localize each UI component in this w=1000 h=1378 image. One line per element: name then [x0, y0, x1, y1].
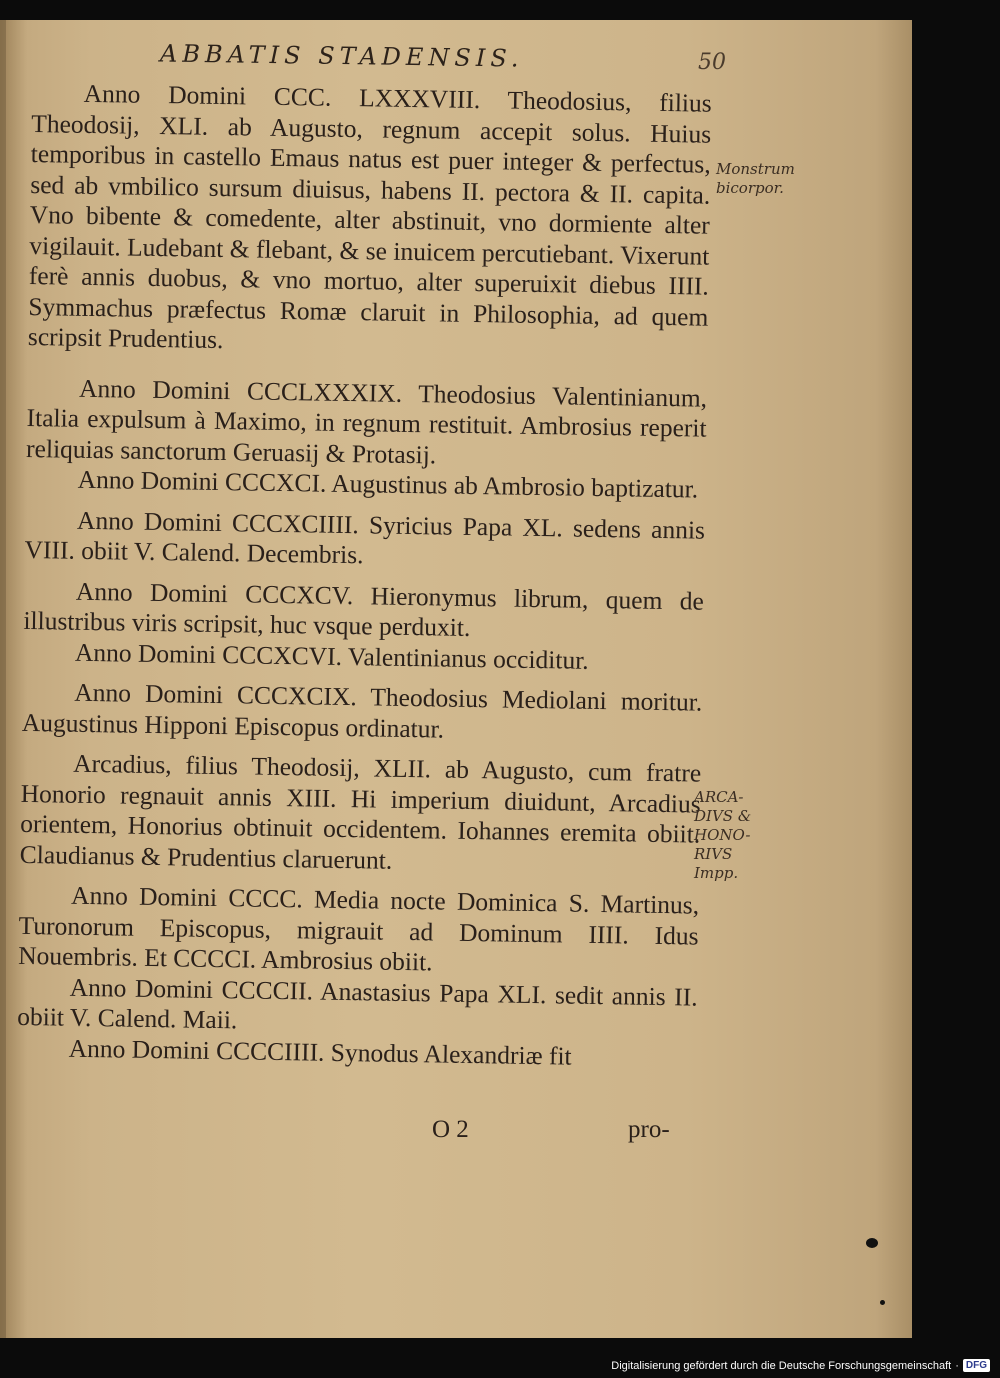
- paragraph-6: Anno Domini CCCXCVI. Valentinianus occiditur.: [74, 637, 589, 675]
- paragraph-5: Anno Domini CCCXCV. Hieronymus librum, quem de illustribus viris scripsit, huc vsque perduxit.: [23, 576, 705, 642]
- dfg-logo: DFG: [963, 1359, 990, 1372]
- signature-mark: O 2: [432, 1116, 469, 1143]
- marginal-note-arcadius: ARCA- DIVS & HONO- RIVS Impp.: [694, 788, 752, 882]
- footer-credit: Digitalisierung gefördert durch die Deutsche Forschungsgemeinschaft · DFG: [611, 1359, 990, 1372]
- book-page: [0, 20, 912, 1338]
- footer-credit-text: Digitalisierung gefördert durch die Deutsche Forschungsgemeinschaft: [611, 1359, 952, 1372]
- ink-spot: [866, 1238, 878, 1248]
- paragraph-3: Anno Domini CCCXCI. Augustinus ab Ambrosio baptizatur.: [77, 464, 699, 504]
- marginal-note-monstrum: Monstrum bicorpor.: [716, 160, 795, 197]
- paragraph-7: Anno Domini CCCXCIX. Theodosius Mediolani moritur. Augustinus Hipponi Episcopus ordinatur.: [21, 677, 703, 744]
- paragraph-8: Arcadius, filius Theodosij, XLII. ab Augusto, cum fratre Honorio regnauit annis XIII. Hi imperium diuidunt, Arcadius orientem, Honorius obtinuit occidentem. Iohannes eremita obiit. Claudianus & Prudentius claruerunt.: [19, 748, 702, 875]
- paragraph-2: Anno Domini CCCLXXXIX. Theodosius Valentinianum, Italia expulsum à Maximo, in regnum restituit. Ambrosius reperit reliquias sanctorum Geruasij & Protasij.: [25, 373, 708, 469]
- catchword: pro-: [628, 1116, 670, 1143]
- paragraph-4: Anno Domini CCCXCIIII. Syricius Papa XL. sedens annis VIII. obiit V. Calend. Decembris.: [24, 505, 706, 570]
- body-text: [17, 78, 712, 1074]
- paragraph-1: Anno Domini CCC. LXXXVIII. Theodosius, filius Theodosij, XLI. ab Augusto, regnum accepit solus. Huius temporibus in castello Emaus natus est puer integer & perfectus, sed ab vmbilico sursum diuisus, habens II. pectora & II. capita. Vno bibente & comedente, alter abstinuit, vno dormiente alter vigilauit. Ludebant & flebant, & se inuicem percutiebant. Vixerunt ferè annis duobus, & vno mortuo, alter superuixit diebus IIII. Symmachus præfectus Romæ claruit in Philosophia, ad quem scripsit Prudentius.: [27, 78, 712, 355]
- paragraph-11: Anno Domini CCCCIIII. Synodus Alexandriæ fit: [68, 1033, 572, 1071]
- ink-spot: [880, 1300, 885, 1305]
- folio-number: 50: [698, 50, 726, 75]
- paragraph-9: Anno Domini CCCC. Media nocte Dominica S. Martinus, Turonorum Episcopus, migrauit ad Dominum IIII. Idus Nouembris. Et CCCCI. Ambrosius obiit.: [17, 880, 700, 977]
- paragraph-10: Anno Domini CCCCII. Anastasius Papa XLI. sedit annis II. obiit V. Calend. Maii.: [17, 972, 698, 1035]
- running-title: ABBATIS STADENSIS.: [159, 39, 524, 73]
